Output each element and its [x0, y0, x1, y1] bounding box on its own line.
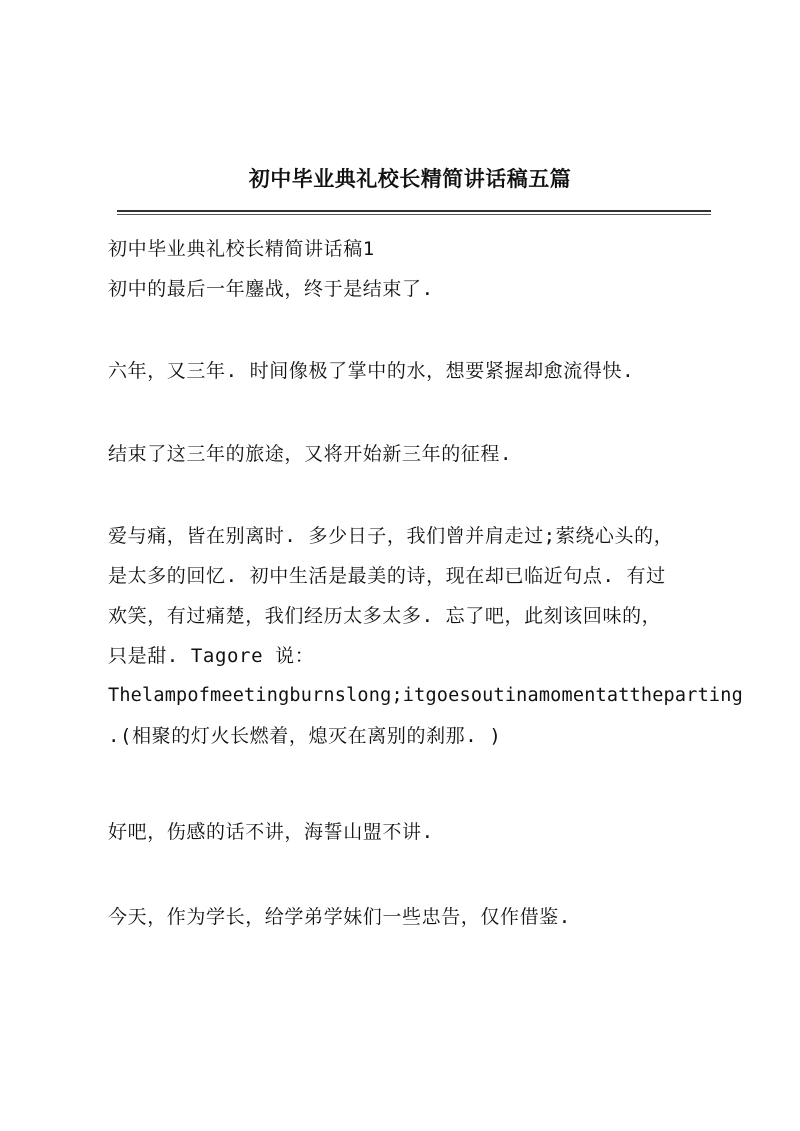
section-heading: 初中毕业典礼校长精简讲话稿1 [108, 238, 375, 260]
paragraph-4-line-6: .(相聚的灯火长燃着，熄灭在离别的刹那. ) [108, 725, 502, 747]
title-rule-thick [117, 210, 711, 212]
paragraph-4-line-2: 是太多的回忆. 初中生活是最美的诗，现在却已临近句点. 有过 [108, 565, 666, 587]
paragraph-3-block [108, 434, 718, 474]
paragraph-4-block [108, 516, 743, 756]
paragraph-4-line-4: 只是甜. Tagore 说： [108, 645, 315, 667]
paragraph-2-block [108, 351, 718, 391]
document-body [108, 229, 718, 309]
paragraph-5-block [108, 812, 718, 852]
title-rule-thin [117, 214, 711, 215]
paragraph-6: 今天，作为学长，给学弟学妹们一些忠告，仅作借鉴. [108, 906, 571, 928]
paragraph-1: 初中的最后一年鏖战，终于是结束了. [108, 278, 434, 300]
paragraph-2: 六年，又三年. 时间像极了掌中的水，想要紧握却愈流得快. [108, 360, 635, 382]
paragraph-5: 好吧，伤感的话不讲，海誓山盟不讲. [108, 821, 434, 843]
paragraph-4-line-5: Thelampofmeetingburnslong;itgoesoutinamomentattheparting [108, 685, 743, 706]
paragraph-4-line-1: 爱与痛，皆在别离时. 多少日子，我们曾并肩走过;萦绕心头的， [108, 525, 674, 547]
paragraph-3: 结束了这三年的旅途，又将开始新三年的征程. [108, 443, 513, 465]
paragraph-4-line-3: 欢笑，有过痛楚，我们经历太多太多. 忘了吧，此刻该回味的， [108, 605, 662, 627]
paragraph-6-block [108, 897, 718, 937]
document-title: 初中毕业典礼校长精简讲话稿五篇 [248, 166, 572, 191]
